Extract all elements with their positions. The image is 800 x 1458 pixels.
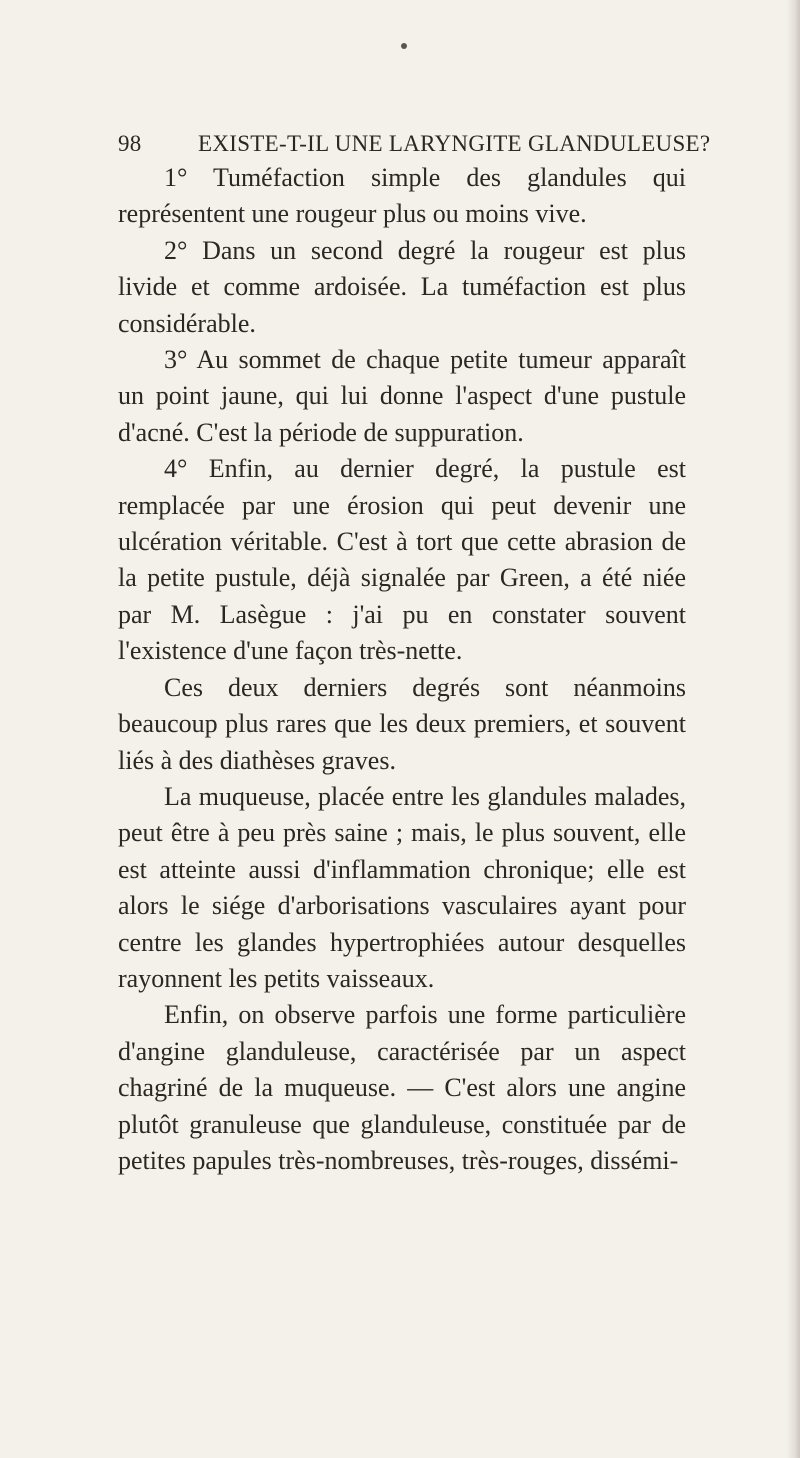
page-edge-shadow	[786, 0, 800, 1458]
body-text	[118, 160, 686, 1179]
running-title: EXISTE-T-IL UNE LARYNGITE GLANDULEUSE?	[198, 131, 711, 156]
page-number: 98	[118, 131, 142, 156]
paragraph-1: 1° Tuméfaction simple des glandules qui représentent une rougeur plus ou moins vive.	[118, 163, 686, 229]
paragraph-2: 2° Dans un second degré la rougeur est plus livide et comme ardoisée. La tuméfaction est plus considérable.	[118, 235, 686, 338]
paragraph-3: 3° Au sommet de chaque petite tumeur apparaît un point jaune, qui lui donne l'aspect d'une pustule d'acné. C'est la période de suppuration.	[118, 345, 686, 447]
paragraph-5: Ces deux derniers degrés sont néanmoins beaucoup plus rares que les deux premiers, et souvent liés à des diathèses graves.	[118, 672, 686, 775]
running-head	[118, 126, 711, 162]
paragraph-7: Enfin, on observe parfois une forme particulière d'angine glanduleuse, caractérisée par un aspect chagriné de la muqueuse. — C'est alors une angine plutôt granuleuse que glanduleuse, constituée par de petites papules très-nombreuses, très-rouges, dissémi-	[118, 1000, 686, 1175]
paragraph-6: La muqueuse, placée entre les glandules malades, peut être à peu près saine ; mais, le plus souvent, elle est atteinte aussi d'inflammation chronique; elle est alors le siége d'arborisations vasculaires ayant pour centre les glandes hypertrophiées autour desquelles rayonnent les petits vaisseaux.	[118, 781, 686, 993]
paragraph-4: 4° Enfin, au dernier degré, la pustule est remplacée par une érosion qui peut devenir une ulcération véritable. C'est à tort que cette abrasion de la petite pustule, déjà signalée par Green, a été niée par M. Lasègue : j'ai pu en constater souvent l'existence d'une façon très-nette.	[118, 454, 686, 666]
ink-speck	[401, 43, 407, 49]
